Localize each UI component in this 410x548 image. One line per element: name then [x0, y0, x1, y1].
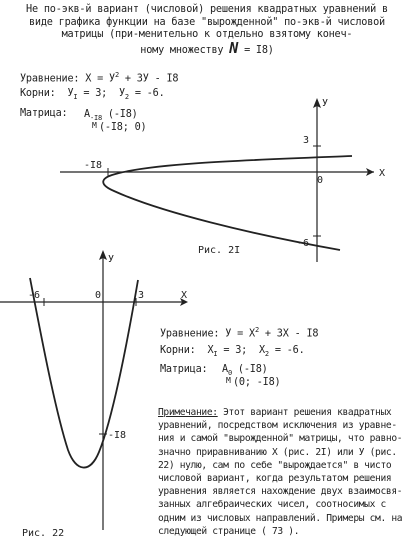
roots-label: Корни: — [160, 345, 196, 356]
root-sub: 2 — [124, 93, 129, 102]
note-line: значно приравниванию X (рис. 2I) или У (рис. — [158, 446, 397, 458]
note-last-line — [158, 525, 408, 538]
fig21-y-label: У — [322, 98, 329, 109]
matrix-label: Матрица: — [160, 364, 208, 375]
matrix-a: A — [222, 364, 228, 375]
equation-lhs: X = У — [85, 73, 115, 85]
fig22-label-3: 3 — [138, 290, 145, 301]
root-value: = -6. — [274, 345, 305, 356]
equation-label: Уравнение: — [160, 328, 220, 340]
root-sub: I — [213, 350, 218, 359]
root-sub: I — [73, 93, 78, 102]
equation-rhs: + 3X - I8 — [264, 328, 319, 340]
matrix-a-sub: 0 — [227, 369, 232, 378]
fig21-label-neg6: -6 — [297, 238, 310, 249]
fig22-caption: Рис. 22 — [22, 528, 65, 539]
equation-2 — [160, 326, 318, 339]
fig21-label-neg18: -I8 — [84, 160, 103, 171]
root-sub: 2 — [264, 350, 269, 359]
matrix-2 — [160, 364, 207, 375]
heading-line: матрицы (при-менительно к отдельно взятому конеч- — [61, 29, 353, 40]
equation-exponent: 2 — [114, 71, 119, 79]
root-value: = 3; — [83, 88, 108, 99]
fig21-x-label: X — [379, 168, 386, 179]
matrix-line1: (-I8) — [107, 109, 138, 120]
root-value: = -6. — [134, 88, 165, 99]
set-symbol-n: N — [229, 38, 239, 57]
note-line: ния и самой "выроҗденной" матрицы, что равно- — [158, 433, 403, 445]
matrix-1-m: М — [92, 121, 97, 130]
matrix-a-sub: -I8 — [89, 114, 102, 123]
root-var: X — [258, 345, 265, 356]
note-line: числовой вариант, когда результатом решения — [158, 473, 392, 485]
matrix-2-m: М — [226, 376, 231, 385]
matrix-line1: (-I8) — [237, 364, 268, 375]
equation-rhs: + 3У - I8 — [124, 73, 179, 85]
equation-label: Уравнение: — [20, 73, 80, 85]
equation-lhs: У = X — [225, 328, 255, 340]
set-size-value: = I8) — [244, 44, 274, 56]
note-line: 22) нулю, сам по себе "выроҗдается" в чисто — [158, 459, 392, 471]
note-line: занных алгебраических чисел, соотносимых с — [158, 499, 386, 511]
root-var: У — [118, 88, 125, 99]
equation-exponent: 2 — [254, 326, 259, 334]
heading-last-prefix: ному множеству — [140, 44, 224, 56]
matrix-label: Матрица: — [20, 108, 68, 119]
fig22-label-neg18: -I8 — [108, 430, 127, 441]
fig22-label-neg6: -6 — [28, 290, 41, 301]
note-last-suffix: ). — [288, 525, 300, 537]
fig22-y-label: У — [108, 254, 115, 265]
fig21-caption: Рис. 2I — [198, 245, 241, 256]
note-line: одним из числовых направлений. Примеры см. на — [158, 512, 403, 524]
root-var: У — [67, 88, 74, 99]
note-first-line — [158, 406, 408, 419]
matrix-2-line2: (0; -I8) — [233, 377, 281, 388]
matrix-a: A — [84, 109, 90, 120]
note-line: уравнений, посредством исключения из уравне- — [158, 420, 397, 432]
fig22-x-label: X — [181, 290, 188, 301]
root-value: = 3; — [223, 345, 248, 356]
heading-line: виде графика функции на базе "выроҗденной" по-экв-й числовой — [28, 16, 385, 28]
note-paragraph — [158, 406, 408, 538]
matrix-1-line2: (-I8; 0) — [99, 122, 147, 133]
fig21-label-3: 3 — [303, 135, 310, 146]
root-var: X — [207, 345, 214, 356]
note-last-prefix: следующей странице ( — [158, 525, 267, 537]
note-line: уравнения является нахождение двух взаимосвя- — [158, 486, 403, 498]
roots-label: Корни: — [20, 88, 56, 99]
note-heading: Примечание: — [158, 407, 218, 418]
roots-2 — [160, 345, 305, 358]
page-reference: 73 — [271, 525, 283, 537]
fig21-label-origin: 0 — [317, 175, 324, 186]
fig22-label-origin: 0 — [95, 290, 102, 301]
note-first-rest: Этот вариант решения квадратных — [223, 407, 392, 418]
heading-line: Не по-экв-й вариант (числовой) решения квадратных уравнений в — [26, 4, 388, 15]
